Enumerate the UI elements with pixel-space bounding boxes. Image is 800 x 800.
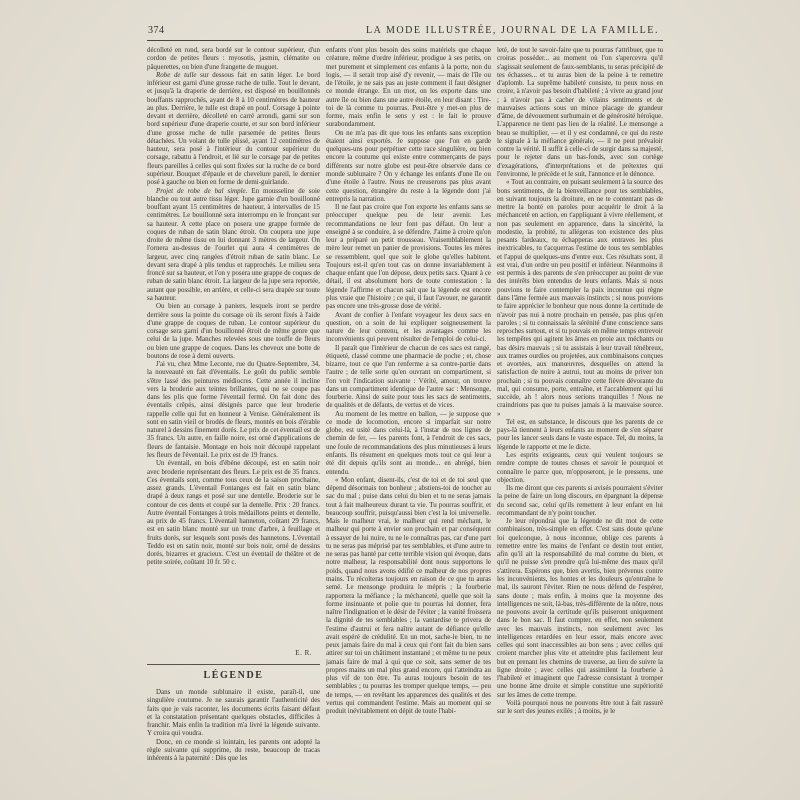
column-3	[497, 46, 663, 762]
legend-paragraph	[326, 203, 491, 310]
article-paragraph	[147, 459, 320, 566]
paragraph-text: Ils me diront que ces parents si avisés pourraient s'éviter la peine de faire un long discours, en épargnant la dépense du second sac, celui qu'ils remettent à leur enfant en lui recommandant de n'y point toucher.	[497, 484, 663, 517]
paragraph-text: Les esprits exigeants, ceux qui veulent toujours se rendre compte de toutes choses et savoir le pourquoi et connaître le parce que, m'opposeront, je le pressens, une objection.	[497, 451, 663, 484]
paragraph-text: Ou bien au corsage à paniers, lesquels iront se perdre derrière sous la pointe du corsage où ils seront fixés à l'aide d'une grappe de coques de ruban. Le contour supérieur du corsage sera garni d'un bouillonné étroit de même genre que celui de la jupe. Manches relevées sous une touffe de fleurs ou bien une grappe de coques. Dans les cheveux une botte de boutons de rose à demi ouverts.	[147, 302, 320, 360]
article-paragraph	[147, 360, 320, 459]
legend-paragraph	[147, 688, 320, 738]
paragraph-text: Tel est, en substance, le discours que les parents de ce pays-là tiennent à leurs enfants au moment de s'en séparer pour les lancer seuls dans le vaste espace. Tel, du moins, la légende le rapporte et me le dicte.	[497, 417, 663, 451]
article-paragraph	[147, 302, 320, 360]
column-2	[326, 46, 491, 762]
paragraph-text: Dans un monde sublunaire il existe, paraît-il, une singulière coutume. Je ne saurais garantir l'authenticité des faits que je vais raconter, les documents écrits faisant défaut et la constatation présentant quelques obstacles, difficiles à franchir. Mais enfin la tradition m'a livré la légende suivante. Y croira qui voudra.	[147, 688, 320, 738]
column-1-fashion-notes	[147, 46, 320, 647]
italic-lead: Robe de tulle	[156, 70, 197, 79]
paragraph-text: Avant de confier à l'enfant voyageur les deux sacs en question, on a soin de lui expliquer soigneusement la nature de leur contenu, et les avantages comme les inconvénients qui peuvent résulter de l'emploi de celui-ci.	[326, 310, 491, 344]
paragraph-text: Il paraît que l'intérieur de chacun de ces sacs est rangé, étiqueté, classé comme une pharmacie de poche ; et, chose bizarre, tout ce que l'un renferme a sa contre-partie dans l'autre ; de telle sorte qu'en ouvrant un compartiment, si l'on voit l'indication suivante : Vérité, amour, on trouve dans un compartiment identique de l'autre sac : Mensonge, fourberie. Ainsi de suite pour tous les sacs de sentiments, de qualités et de défauts, de vertus et de vices.	[326, 343, 491, 410]
page-number: 374	[148, 25, 165, 36]
italic-lead: Projet de robe de bal simple.	[156, 186, 248, 195]
paragraph-text: sur dessous fait en satin léger. Le bord inférieur est garni d'une grosse ruche de tulle. Tout le devant, et jusqu'à la draperie de derrière, est disposé en bouillonnés bouffants rapprochés, ayant de 8 à 10 centimètres de hauteur au plus. Derrière, le tulle est drapé en pouf. Corsage à pointe devant et derrière, décolleté en carré arrondi, garni sur son bord supérieur d'une draperie courte, et sur son bord inférieur d'une grosse ruche de tulle parsemée de petites fleurs détachées. Un volant de tulle plissé, ayant 12 centimètres de hauteur, sera posé à l'intérieur du contour supérieur du corsage, rabattu à l'endroit, et lié sur le corsage par de petites fleurs pareilles à celles qui sont fixées sur la ruche de ce bord supérieur. Bouquet d'épaule et de chevelure pareil, le dernier posé à gauche ou bien en forme de demi-guirlande.	[147, 70, 320, 187]
paragraph-text: leté, de tout le savoir-faire que tu pourras t'attribuer, que tu croiras posséder... au moment où l'on s'apercevra qu'il s'agissait seulement de faux-semblants, tu seras précipité de tes échasses... et tu auras bien de la peine à te remettre d'aplomb. La suprême habileté consiste, tu peux nous en croire, à n'avoir pas besoin d'habileté ; à vivre au grand jour ; à n'avoir pas à cacher de vilains sentiments et de mauvaises actions sous un mince placage de grandeur d'âme, de dévouement surhumain et de générosité héroïque. L'apparence ne tient pas lieu de la réalité. Le mensonge a beau se multiplier, — et il y est condamné, ce qui du reste le signale à la méfiance générale, — il ne peut prévaloir contre la vérité. Il suffit à celle-ci de surgir dans sa majesté, pour le rejeter dans un bas-fonds, avec son cortège d'exagérations, d'interprétations et de prétextes qui l'environne, le précède et le suit, l'annonce et le dénonce.	[497, 46, 663, 178]
legend-paragraph	[326, 344, 491, 410]
running-header	[147, 24, 663, 38]
article-paragraph	[147, 46, 320, 71]
paragraph-text: En mousseline de soie blanche ou tout autre tissu léger. Jupe garnie d'un bouillonné bouffant ayant 15 centimètres de hauteur, à intervalles de 15 centimètres. Le bouillonné sera interrompu en le fronçant sur sa hauteur. A cette place on posera une grappe formée de coques de ruban de satin blanc étroit. On coupera une jupe droite de même tissu en lui donnant 3 mètres de largeur. On l'ornera au-dessus de l'ourlet qui aura 4 centimètres de largeur, avec cinq rangées d'étroit ruban de satin blanc. Le devant sera drapé à plis tendus et rapprochés. Le milieu sera froncé sur sa hauteur, et l'on y posera une grappe de coques de ruban de satin blanc étroit. La largeur de la jupe sera reportée, autant que possible, en arrière, et celle-ci sera drapée sur toute sa hauteur.	[147, 186, 320, 302]
legend-paragraph	[326, 410, 491, 476]
paragraph-text: On ne m'a pas dit que tous les enfants sans exception étaient ainsi exportés. Je suppose que l'on en garde quelques-uns pour perpétuer cette race singulière, ou bien encore la coutume qui existe entre commerçants de pays différents sur notre globe est peut-être observée dans ce monde sublunaire ? On y échange les enfants d'une île ou d'une étoile à l'autre. Nous ne creuserons pas plus avant cette question, étrangère du reste à la légende dont j'ai entrepris la narration.	[326, 128, 491, 203]
journal-title: LA MODE ILLUSTRÉE, JOURNAL DE LA FAMILLE.	[366, 25, 659, 36]
legend-paragraph	[326, 311, 491, 344]
legend-paragraph	[147, 738, 320, 762]
legend-paragraph	[497, 178, 663, 418]
legend-paragraph	[326, 46, 491, 129]
legend-paragraph	[326, 476, 491, 716]
legend-paragraph	[497, 451, 663, 484]
paragraph-text: J'ai vu, chez Mme Leconte, rue du Quatre-Septembre, 34, la nouveauté en fait d'éventails. Le goût du public semble s'être lassé des peintures médiocres. Cette année il incline vers la broderie aux teintes brillantes, qui ne se coupe pas dans les plis que forme l'éventail fermé. On fait donc des éventails crêpés, ainsi désignés parce que leur broderie rappelle celle qui fut en honneur à Venise. Généralement ils sont en satin vieil or brodés de fleurs, montés en bois d'érable naturel à dessins finement dorés. Le prix de cet éventail est de 35 francs. Un autre, en faille noire, est orné d'applications de fleurs de fantaisie. Montage en bois noir découpé rappelant les fleurs de l'éventail. Le prix est de 19 francs.	[147, 360, 320, 460]
article-paragraph	[147, 71, 320, 187]
paragraph-text: Un éventail, en bois d'ébène découpé, est en satin noir avec broderie représentant des fleurs. Le prix est de 35 francs. Ces éventails sont, comme tous ceux de la saison prochaine, assez grands. L'éventail Fontanges est fait en satin blanc drapé à deux rangs et posé sur une dentelle. Broderie sur le contour de ces dents et coupé sur la dentelle. Prix : 20 francs. Autre éventail Fontanges à trois médaillons peints et dentelle, au prix de 45 francs. L'éventail hanneton, coûtant 29 francs, est en satin blanc monté sur un tronc d'arbre, à feuillage et fruits dorés, sur lesquels sont posés des hannetons. L'éventail Teddo est en satin noir, monté sur bois noir, orné de dessins dorés, bizarres et gracieux. C'est un éventail de théâtre et de petite soirée, coûtant 10 fr. 50 c.	[147, 459, 320, 567]
header-rule	[147, 40, 663, 41]
legend-paragraph	[497, 517, 663, 699]
section-heading: LÉGENDE	[203, 670, 264, 681]
paragraph-text: « Tout au contraire, en puisant seulement à la source des bons sentiments, de la bienveillance pour tes semblables, en suivant toujours la droiture, en ne te contentant pas de mettre la bonté en paroles pour acquérir le droit à la méchanceté en action, en t'appliquant à vivre réellement, et non pas seulement en apparence, dans la sincérité, la modestie, la probité, tu allégeras ton existence des plus pesants fardeaux, tu échapperas aux entraves les plus inextricables, tu t'acquerras l'estime de tous tes semblables et l'appui de quelques-uns d'entre eux. Ces résultats sont, il est vrai, d'un ordre un peu positif et inférieur. Néanmoins il est permis à des parents de s'en préoccuper au point de vue des intérêts bien entendus de leurs enfants. Mais si nous pouvions te faire contempler la paix inconnue qui règne dans l'âme fermée aux mauvais instincts ; si nous pouvions te faire apprécier le bonheur que nous donne la certitude de n'avoir pas nui à notre prochain en pensée, pas plus qu'en paroles ; si tu connaissais la sérénité d'une conscience sans reproches surtout, et si tu pouvais en même temps entrevoir les tempêtes qui agitent les âmes en proie aux méchants ou bas désirs mauvais ; si tu assistais à leur travail ténébreux, aux trames ourdies ou projetées, aux combinaisons conçues et avortées, aux manœuvres, desquelles on attend la satisfaction de nuire à autrui, tout au moins de priver ton prochain ; si tu pouvais connaître cette fièvre dévorante du mal, qui consume, porte, entraîne, et l'accablement qui lui succède, ah ! alors nous serions tranquilles ! Nous ne craindrions pas que tu puises jamais à la mauvaise source. »	[497, 178, 663, 418]
article-paragraph	[147, 187, 320, 303]
paragraph-text: décolleté en rond, sera bordé sur le contour supérieur, d'un cordon de petites fleurs : myosotis, jasmin, clématite ou pâquerettes, ou bien d'une frangette de muguet.	[147, 46, 320, 71]
legend-paragraph	[497, 46, 663, 178]
legende-opening	[147, 688, 320, 762]
paragraph-text: Donc, en ce monde si lointain, les parents ont adopté la règle suivante qui supprime, du reste, beaucoup de tracas inhérents à la paternité : Dès que les	[147, 737, 320, 762]
section-rule	[147, 664, 320, 665]
paragraph-text: Voilà pourquoi nous ne pouvons être tout à fait rassuré sur le sort des jeunes exilés ; à moins, je le	[497, 698, 663, 716]
paragraph-text: Il ne faut pas croire que l'on exporte les enfants sans se préoccuper quelque peu de leur avenir. Les recommandations ne leur font pas défaut. On leur a enseigné à se conduire, à se défendre. J'aime à croire qu'on leur a préparé un petit trousseau. Vraisemblablement la mère leur remet un panier de provisions. Toutes les mères se ressemblent, quel que soit le globe qu'elles habitent. Toujours est-il qu'en tout cas on donne invariablement à chaque enfant que l'on dépose, deux petits sacs. Quant à ce détail, il est absolument hors de toute contestation : la légende l'affirme et chacun sait que la légende est encore plus vraie que l'histoire ; ce qui, il faut l'avouer, ne garantit pas encore une très-grosse dose de vérité.	[326, 203, 491, 311]
legend-paragraph	[497, 484, 663, 517]
legend-paragraph	[497, 699, 663, 716]
paragraph-text: Je leur répondrai que la légende ne dit mot de cette combinaison, très-simple en effet. C'est sans doute qu'une loi quelconque, à nous inconnue, oblige ces parents à remettre entre les mains de l'enfant ce destin tout entier, afin qu'il ait la responsabilité du mal comme du bien, et qu'il ne puisse s'en prendre qu'à lui-même des maux qu'il s'attirera. Espérons que, bien avertis, bien prévenus contre les inconvénients, les hontes et les douleurs qu'entraîne le mal, ils sauront l'éviter. Rien ne nous défend de l'espérer, sans doute ; mais enfin, à moins que la moyenne des intelligences ne soit, là-bas, très-différente de la nôtre, nous ne pouvons avoir la certitude qu'ils puiseront uniquement dans le bon sac. Il faut compter, en effet, non seulement avec les mauvais instincts, non seulement avec les intelligences retardées en leur essor, mais encore avec celles qui sont inaccessibles au bon sens ; avec celles qui croient marcher plus vite et atteindre plus facilement leur but en prenant les chemins de traverse, au lieu de suivre la ligne droite ; avec celles qui assimilent la fourberie à l'habileté et imaginent que l'adresse consistant à tromper une bonne âme droite et simple constitue une supériorité sur les âmes de cette trempe.	[497, 517, 663, 699]
legend-paragraph	[326, 129, 491, 203]
legend-paragraph	[497, 418, 663, 451]
author-signature: E. R.	[295, 649, 312, 657]
paragraph-text: « Mon enfant, disent-ils, c'est de toi et de toi seul que dépend désormais ton bonheur ; abstiens-toi de toucher au sac du mal ; puise dans celui du bien et tu ne seras jamais tout à fait malheureux durant ta vie. Tu pourras souffrir, et beaucoup souffrir, puisqu'aussi bien c'est la loi universelle. Mais le malheur vrai, le malheur qui rend méchant, le malheur qui porte à envier son prochain et par conséquent à essayer de lui nuire, tu ne le connaîtras pas, car d'une part tu ne seras pas méprisé par tes semblables, et d'une autre tu ne seras pas hanté par cette terrible vision qui évoque, dans notre malheur, la responsabilité dont nous supportons le poids, quand nous avons édifié ce malheur de nos propres mains. Tu récolteras toujours en raison de ce que tu auras semé. Le mensonge produira le mépris ; la fourberie rapportera la méfiance ; la méchanceté, quelle que soit la forme insinuante et polie que tu pourras lui donner, fera naître l'indignation et le désir de l'éviter ; la vanité froissera la dignité de tes semblables ; la vantardise te privera de l'estime d'autrui et fera naître autant de défiance qu'elle avait espéré de crédulité. En un mot, sache-le bien, tu ne peux jamais faire du mal à ceux qui t'ont fait du bien sans attirer sur toi un châtiment instantané ; et même tu ne peux jamais faire de mal à qui que ce soit, sans semer de tes propres mains un mal plus grand encore, qui t'atteindra au plus vif de ton être. Tu auras toujours besoin de tes semblables ; tu pourras les tromper quelque temps, — peu de temps, — en revêtant les apparences des qualités et des vertus qui commandent l'estime. Mais au moment qui se produit inévitablement en dépit de toute l'habi-	[326, 475, 491, 716]
paragraph-text: enfants n'ont plus besoin des soins matériels que chaque créature, même d'ordre inférieur, prodigue à ses petits, on met purement et simplement ces enfants à la porte, non du logis, — il serait trop aisé d'y revenir, — mais de l'île ou de l'étoile, je ne sais pas au juste comment il faut désigner ce monde étrange. En un mot, on les exporte dans une autre île ou bien dans une autre étoile, en leur disant : Tire-toi de là comme tu pourras. Peut-être y met-on plus de forme, mais enfin le sens y est : le fait le prouve surabondamment.	[326, 46, 491, 129]
paragraph-text: Au moment de les mettre en ballon, — je suppose que ce mode de locomotion, encore si imparfait sur notre globe, est usité dans celui-là, à l'instar de nos lignes de chemin de fer, — les parents font, à l'endroit de ces sacs, une foule de recommandations des plus minutieuses à leurs enfants. Ils résument en quelques mots tout ce qui leur a été dit depuis qu'ils sont au monde... en abrégé, bien entendu.	[326, 409, 491, 476]
